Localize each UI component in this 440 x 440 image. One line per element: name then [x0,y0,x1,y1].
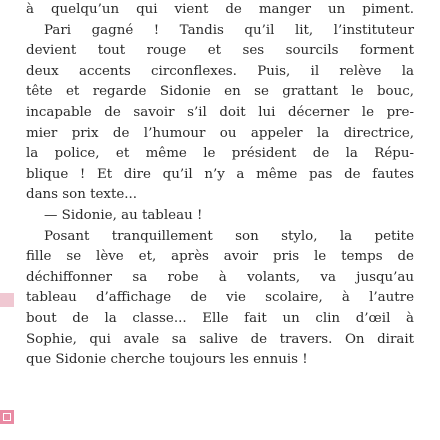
text-line: Sophie, qui avale sa salive de travers. On dirait [26,331,414,347]
text-line: tête et regarde Sidonie en se grattant le bouc, [26,84,414,100]
text-line: à quelqu’un qui vient de manger un piment. [26,2,414,17]
text-line: deux accents circonflexes. Puis, il relève la [26,63,414,79]
text-line: déchiffonner sa robe à volants, va jusqu’au [26,269,414,285]
text-line: mier prix de l’humour ou appeler la directrice, [26,125,414,141]
text-line: incapable de savoir s’il doit lui décerner le pre- [26,104,414,120]
text-line: dans son texte... [26,187,138,203]
dialogue-line: — Sidonie, au tableau ! [44,207,203,223]
text-line: que Sidonie cherche toujours les ennuis ! [26,352,308,368]
text-line: fille se lève et, après avoir pris le temps de [26,249,414,265]
text-line: devient tout rouge et ses sourcils forment [26,43,414,59]
text-line: Posant tranquillement son stylo, la petite [44,228,414,244]
text-line: la police, et même le président de la Répu- [26,146,414,162]
page-edge-icon [0,410,14,424]
text-line: blique ! Et dire qu’il n’y a même pas de fautes [26,166,414,182]
text-line: tableau d’affichage de vie scolaire, à l’autre [26,290,414,306]
page-edge-marker [0,293,14,307]
body-text [26,0,414,371]
text-line: Pari gagné ! Tandis qu’il lit, l’instituteur [44,22,414,38]
text-line: bout de la classe... Elle fait un clin d’œil à [26,310,414,326]
